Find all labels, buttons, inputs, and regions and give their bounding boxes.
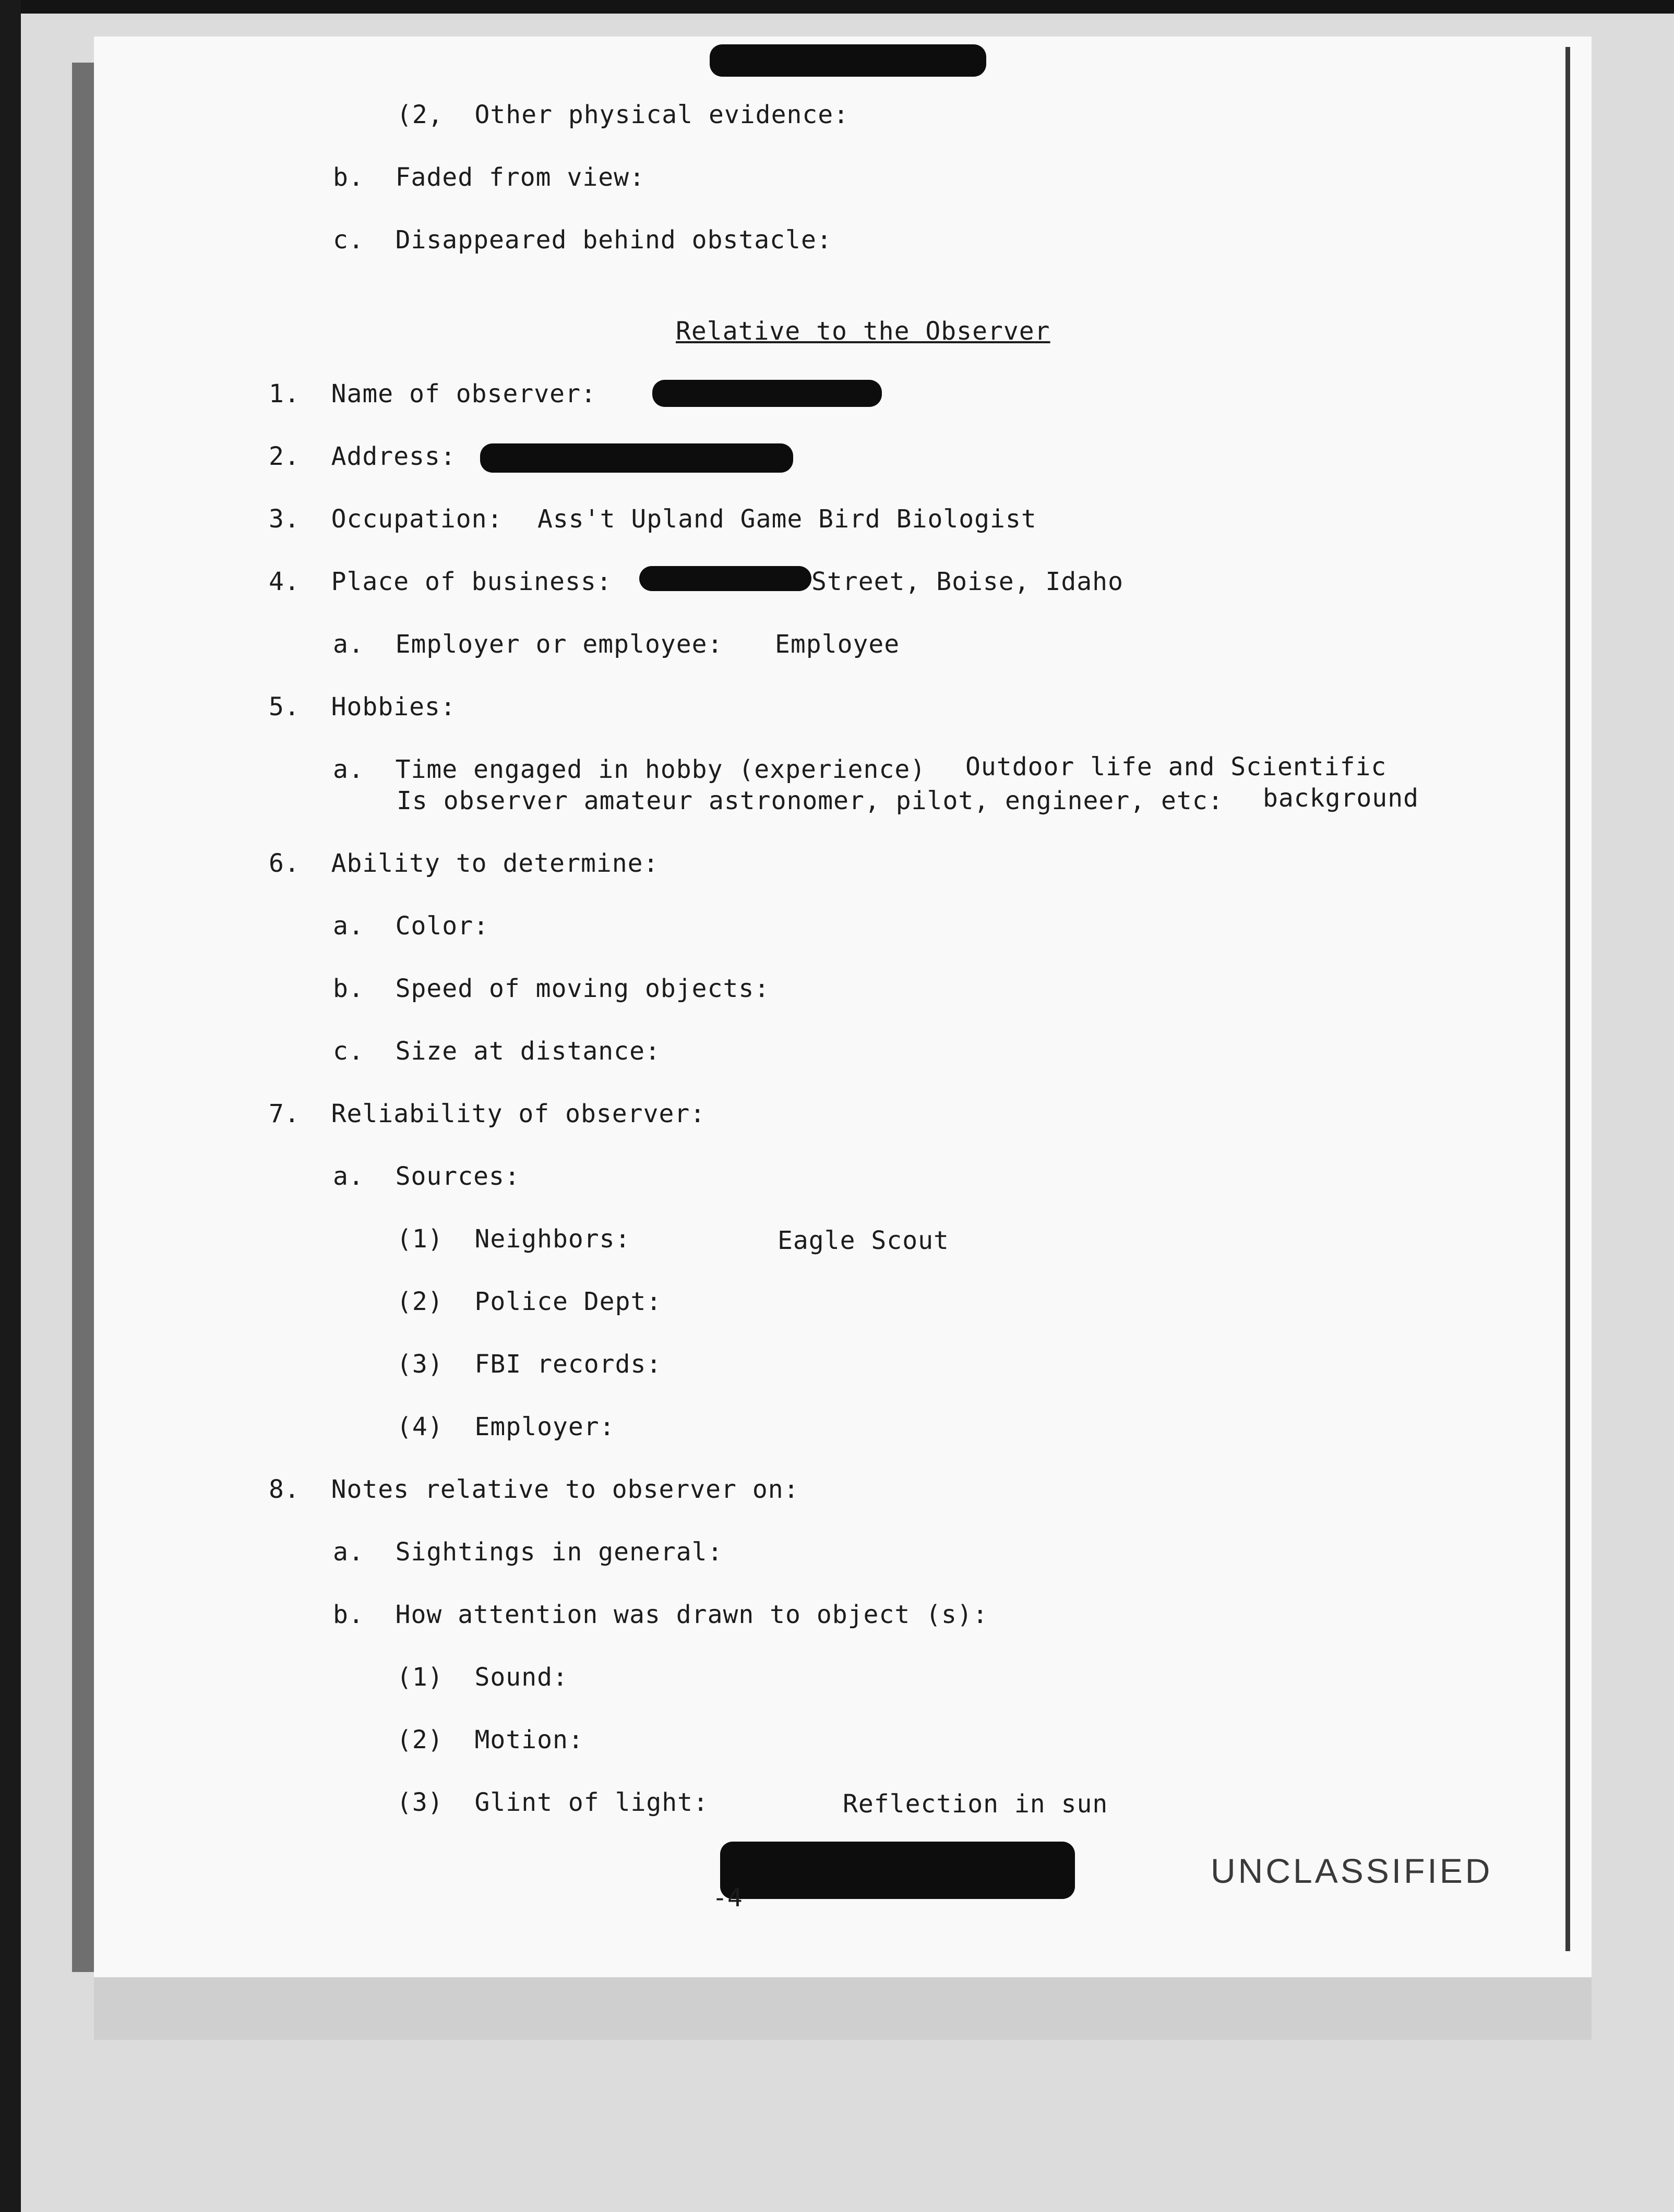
hobby-value-line2: background <box>1263 784 1419 813</box>
employer: (4) Employer: <box>397 1412 615 1441</box>
ability-to-determine: 6. Ability to determine: <box>269 849 659 878</box>
sightings-in-general: a. Sightings in general: <box>333 1537 723 1567</box>
neighbors-value: Eagle Scout <box>778 1226 949 1255</box>
redaction-footer <box>720 1842 1075 1899</box>
neighbors-label: (1) Neighbors: <box>397 1224 631 1254</box>
page-bottom-band <box>94 1977 1592 2040</box>
sources: a. Sources: <box>333 1162 520 1191</box>
speed-of-moving-objects: b. Speed of moving objects: <box>333 974 770 1003</box>
film-border-top <box>0 0 1674 14</box>
sound: (1) Sound: <box>397 1663 568 1692</box>
police-dept: (2) Police Dept: <box>397 1287 662 1316</box>
disappeared-behind-obstacle: c. Disappeared behind obstacle: <box>333 225 832 255</box>
page-right-edge <box>1565 47 1570 1951</box>
time-engaged-in-hobby: a. Time engaged in hobby (experience) <box>333 755 926 784</box>
faded-from-view: b. Faded from view: <box>333 163 645 192</box>
employer-or-employee-value: Employee <box>775 630 900 659</box>
size-at-distance: c. Size at distance: <box>333 1037 661 1066</box>
name-of-observer: 1. Name of observer: <box>269 379 596 408</box>
fbi-records: (3) FBI records: <box>397 1350 662 1379</box>
employer-or-employee-label: a. Employer or employee: <box>333 630 723 659</box>
place-of-business-label: 4. Place of business: <box>269 567 612 596</box>
hobbies: 5. Hobbies: <box>269 692 456 722</box>
glint-of-light-label: (3) Glint of light: <box>397 1788 709 1817</box>
motion: (2) Motion: <box>397 1725 584 1754</box>
hobby-value-line1: Outdoor life and Scientific <box>965 752 1387 782</box>
occupation-label: 3. Occupation: <box>269 504 503 534</box>
address: 2. Address: <box>269 442 456 471</box>
page-left-shadow <box>72 63 96 1972</box>
color: a. Color: <box>333 911 489 941</box>
other-physical-evidence: (2, Other physical evidence: <box>397 100 850 129</box>
page-number: -4 <box>712 1883 743 1913</box>
how-attention-was-drawn: b. How attention was drawn to object (s): <box>333 1600 988 1629</box>
is-observer-amateur: Is observer amateur astronomer, pilot, engineer, etc: <box>397 786 1224 815</box>
film-border-left <box>0 0 21 2212</box>
section-heading: Relative to the Observer <box>676 317 1050 346</box>
redaction-top-header <box>710 44 986 77</box>
occupation-value: Ass't Upland Game Bird Biologist <box>537 504 1037 534</box>
redaction-observer-name <box>652 380 882 407</box>
notes-relative-to-observer: 8. Notes relative to observer on: <box>269 1475 799 1504</box>
unclassified-stamp: UNCLASSIFIED <box>1211 1852 1493 1890</box>
glint-of-light-value: Reflection in sun <box>843 1789 1108 1819</box>
redaction-place-of-business <box>639 566 811 591</box>
reliability-of-observer: 7. Reliability of observer: <box>269 1099 706 1128</box>
place-of-business-value: Street, Boise, Idaho <box>811 567 1123 596</box>
redaction-address <box>480 443 793 473</box>
